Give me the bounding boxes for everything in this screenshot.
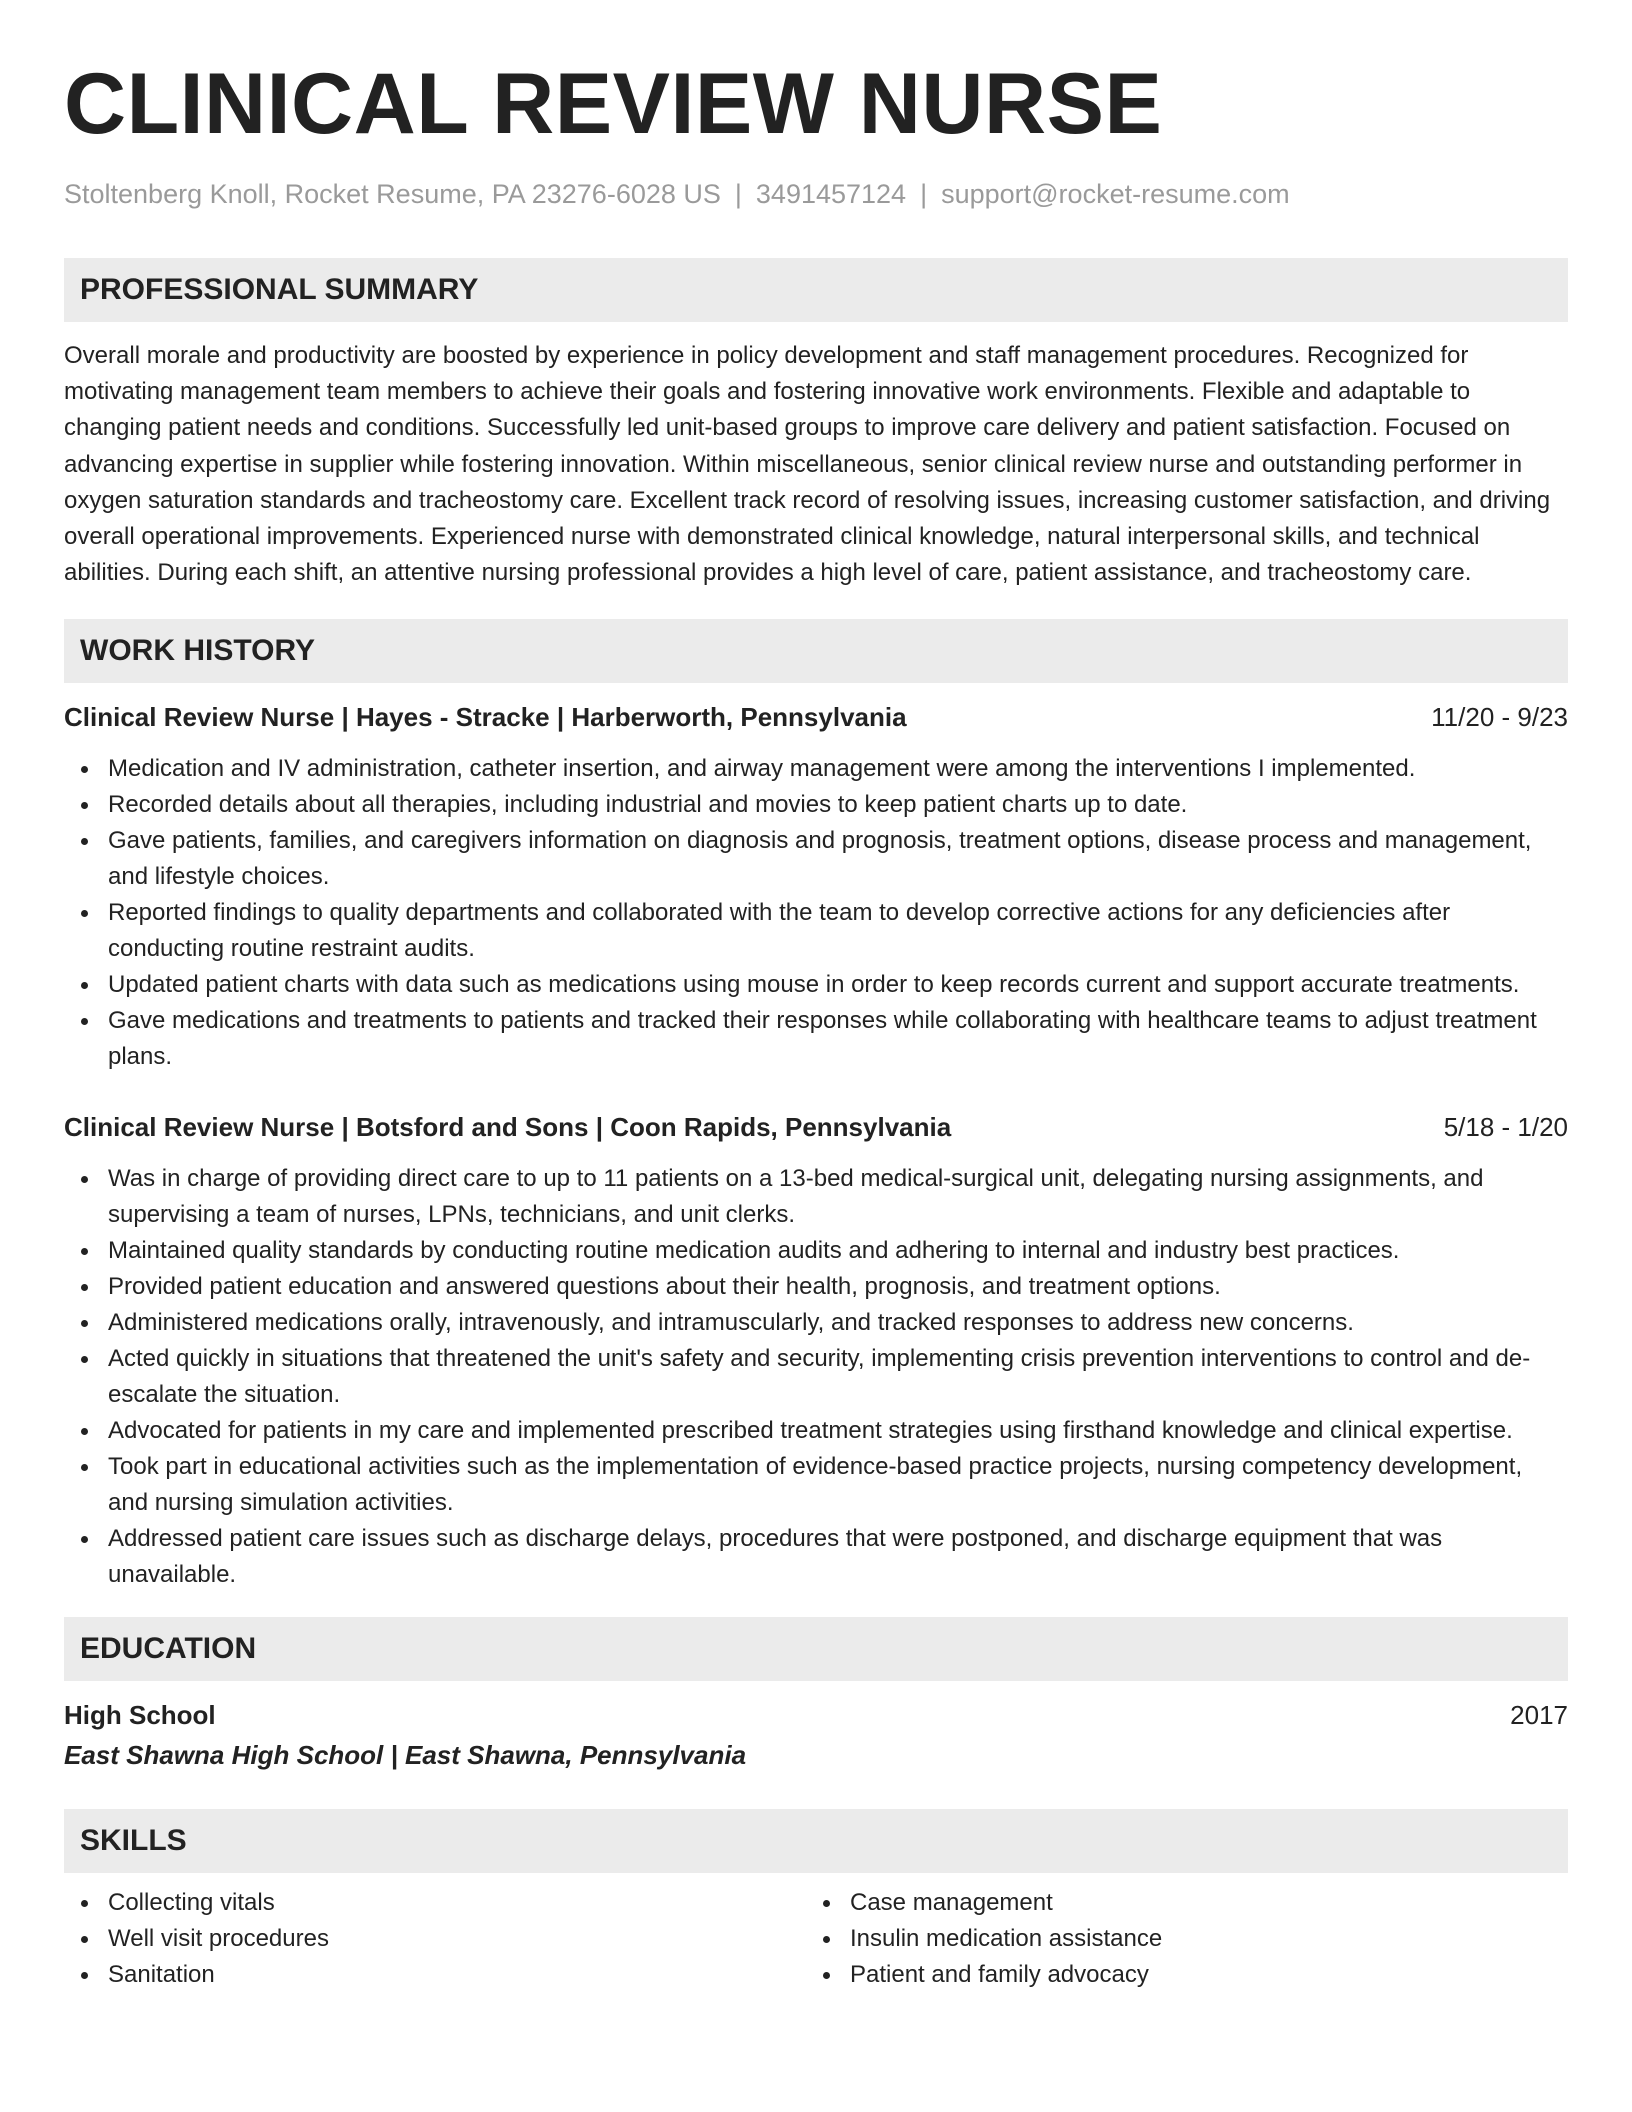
job-heading-row (64, 1109, 1568, 1145)
job-entry (64, 1109, 1568, 1593)
job-title: Clinical Review Nurse | Botsford and Sons | Coon Rapids, Pennsylvania (64, 1112, 952, 1143)
job-bullet: Acted quickly in situations that threatened the unit's safety and security, implementing crisis prevention interventions to control and de-escalate the situation. (64, 1341, 1568, 1413)
section-header-skills: SKILLS (64, 1809, 1568, 1873)
education-year: 2017 (1510, 1700, 1568, 1731)
contact-line (64, 176, 1568, 212)
job-bullet: Took part in educational activities such as the implementation of evidence-based practice projects, nursing competency development, and nursing simulation activities. (64, 1449, 1568, 1521)
job-bullet: Advocated for patients in my care and implemented prescribed treatment strategies using firsthand knowledge and clinical expertise. (64, 1413, 1568, 1449)
resume-page (64, 56, 1568, 1993)
candidate-name: CLINICAL REVIEW NURSE (64, 56, 1163, 152)
skill-item: Case management (806, 1885, 1548, 1921)
job-dates: 11/20 - 9/23 (1431, 702, 1568, 733)
contact-separator: | (920, 179, 928, 209)
contact-email: support@rocket-resume.com (941, 179, 1290, 209)
job-bullet: Gave medications and treatments to patients and tracked their responses while collaborating with healthcare teams to adjust treatment plans. (64, 1003, 1568, 1075)
contact-address: Stoltenberg Knoll, Rocket Resume, PA 23276-6028 US (64, 179, 721, 209)
job-bullet: Maintained quality standards by conducting routine medication audits and adhering to internal and industry best practices. (64, 1233, 1568, 1269)
contact-separator: | (734, 179, 742, 209)
job-dates: 5/18 - 1/20 (1443, 1112, 1568, 1143)
skill-item: Insulin medication assistance (806, 1921, 1548, 1957)
skills-column-right (806, 1885, 1548, 1993)
skills-list (64, 1885, 806, 1993)
summary-text: Overall morale and productivity are boosted by experience in policy development and staff management procedures. Recognized for motivating management team members to achieve their goals and fostering innovative work environments. Flexible and adaptable to changing patient needs and conditions. Successfully led unit-based groups to improve care delivery and patient satisfaction. Focused on advancing expertise in supplier while fostering innovation. Within miscellaneous, senior clinical review nurse and outstanding performer in oxygen saturation standards and tracheostomy care. Excellent track record of resolving issues, increasing customer satisfaction, and driving overall operational improvements. Experienced nurse with demonstrated clinical knowledge, natural interpersonal skills, and technical abilities. During each shift, an attentive nursing professional provides a high level of care, patient assistance, and tracheostomy care. (64, 342, 1551, 587)
skill-item: Patient and family advocacy (806, 1957, 1548, 1993)
skills-column-left (64, 1885, 806, 1993)
job-heading-row (64, 699, 1568, 735)
skill-item: Collecting vitals (64, 1885, 806, 1921)
contact-phone: 3491457124 (755, 179, 907, 209)
job-title: Clinical Review Nurse | Hayes - Stracke | Harberworth, Pennsylvania (64, 702, 907, 733)
section-header-summary: PROFESSIONAL SUMMARY (64, 258, 1568, 322)
job-bullet: Administered medications orally, intravenously, and intramuscularly, and tracked responses to address new concerns. (64, 1305, 1568, 1341)
job-bullet: Recorded details about all therapies, including industrial and movies to keep patient charts up to date. (64, 787, 1568, 823)
skills-grid (64, 1885, 1568, 1993)
skills-list (806, 1885, 1548, 1993)
job-bullet: Medication and IV administration, catheter insertion, and airway management were among the interventions I implemented. (64, 751, 1568, 787)
job-bullet: Updated patient charts with data such as medications using mouse in order to keep records current and support accurate treatments. (64, 967, 1568, 1003)
job-bullet: Gave patients, families, and caregivers information on diagnosis and prognosis, treatment options, disease process and management, and lifestyle choices. (64, 823, 1568, 895)
education-degree: High School (64, 1700, 216, 1731)
education-school: East Shawna High School | East Shawna, Pennsylvania (64, 1740, 747, 1771)
skill-item: Sanitation (64, 1957, 806, 1993)
job-bullet: Was in charge of providing direct care to up to 11 patients on a 13-bed medical-surgical unit, delegating nursing assignments, and supervising a team of nurses, LPNs, technicians, and unit clerks. (64, 1161, 1568, 1233)
job-bullet: Reported findings to quality departments and collaborated with the team to develop corrective actions for any deficiencies after conducting routine restraint audits. (64, 895, 1568, 967)
job-bullet-list (64, 751, 1568, 1075)
skill-item: Well visit procedures (64, 1921, 806, 1957)
section-header-work-history: WORK HISTORY (64, 619, 1568, 683)
education-row (64, 1697, 1568, 1733)
section-header-education: EDUCATION (64, 1617, 1568, 1681)
job-bullet: Provided patient education and answered questions about their health, prognosis, and treatment options. (64, 1269, 1568, 1305)
job-bullet: Addressed patient care issues such as discharge delays, procedures that were postponed, and discharge equipment that was unavailable. (64, 1521, 1568, 1593)
job-entry (64, 699, 1568, 1075)
job-bullet-list (64, 1161, 1568, 1593)
